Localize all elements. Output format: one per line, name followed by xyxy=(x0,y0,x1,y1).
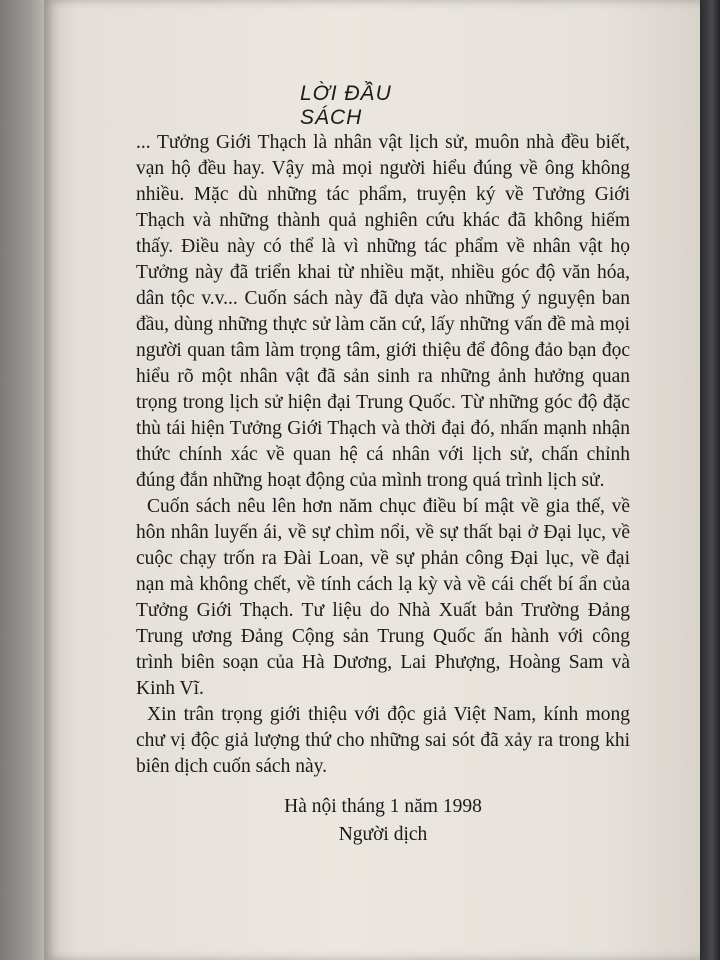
paragraph-1: ... Tưởng Giới Thạch là nhân vật lịch sử, muôn nhà đều biết, vạn hộ đều hay. Vậy mà mọi người hiểu đúng về ông không nhiều. Mặc dù những tác phẩm, truyện ký về Tưởng Giới Thạch và những thành quả nghiên cứu khác đã không hiếm thấy. Điều này có thể là vì những tác phẩm về nhân vật họ Tưởng này đã triển khai từ nhiều mặt, nhiều góc độ văn hóa, dân tộc v.v... Cuốn sách này đã dựa vào những ý nguyện ban đầu, dùng những thực sử làm căn cứ, lấy những vấn đề mà mọi người quan tâm làm trọng tâm, giới thiệu để đông đảo bạn đọc hiểu rõ một nhân vật đã sản sinh ra những ảnh hưởng quan trọng trong lịch sử hiện đại Trung Quốc. Từ những góc độ đặc thù tái hiện Tưởng Giới Thạch và thời đại đó, nhấn mạnh nhận thức chính xác về quan hệ cá nhân với lịch sử, chấn chỉnh đúng đắn những hoạt động của mình trong quá trình lịch sử. xyxy=(136,132,630,491)
paragraph-3: Xin trân trọng giới thiệu với độc giả Việt Nam, kính mong chư vị độc giả lượng thứ cho những sai sót đã xảy ra trong khi biên dịch cuốn sách này. xyxy=(136,704,630,777)
background-edge xyxy=(700,0,720,960)
page-heading: LỜI ĐẦU SÁCH xyxy=(300,82,392,129)
signature-place-date: Hà nội tháng 1 năm 1998 xyxy=(284,796,482,817)
page-body xyxy=(136,130,630,780)
signature-author: Người dịch xyxy=(338,824,428,845)
paragraph-2: Cuốn sách nêu lên hơn năm chục điều bí mật về gia thế, về hôn nhân luyến ái, về sự chìm nổi, về sự thất bại ở Đại lục, về cuộc chạy trốn ra Đài Loan, về sự phản công Đại lục, về đại nạn mà không chết, về tính cách lạ kỳ và về cái chết bí ẩn của Tưởng Giới Thạch. Tư liệu do Nhà Xuất bản Trường Đảng Trung ương Đảng Cộng sản Trung Quốc ấn hành với công trình biên soạn của Hà Dương, Lai Phượng, Hoàng Sam và Kinh Vĩ. xyxy=(136,496,630,699)
